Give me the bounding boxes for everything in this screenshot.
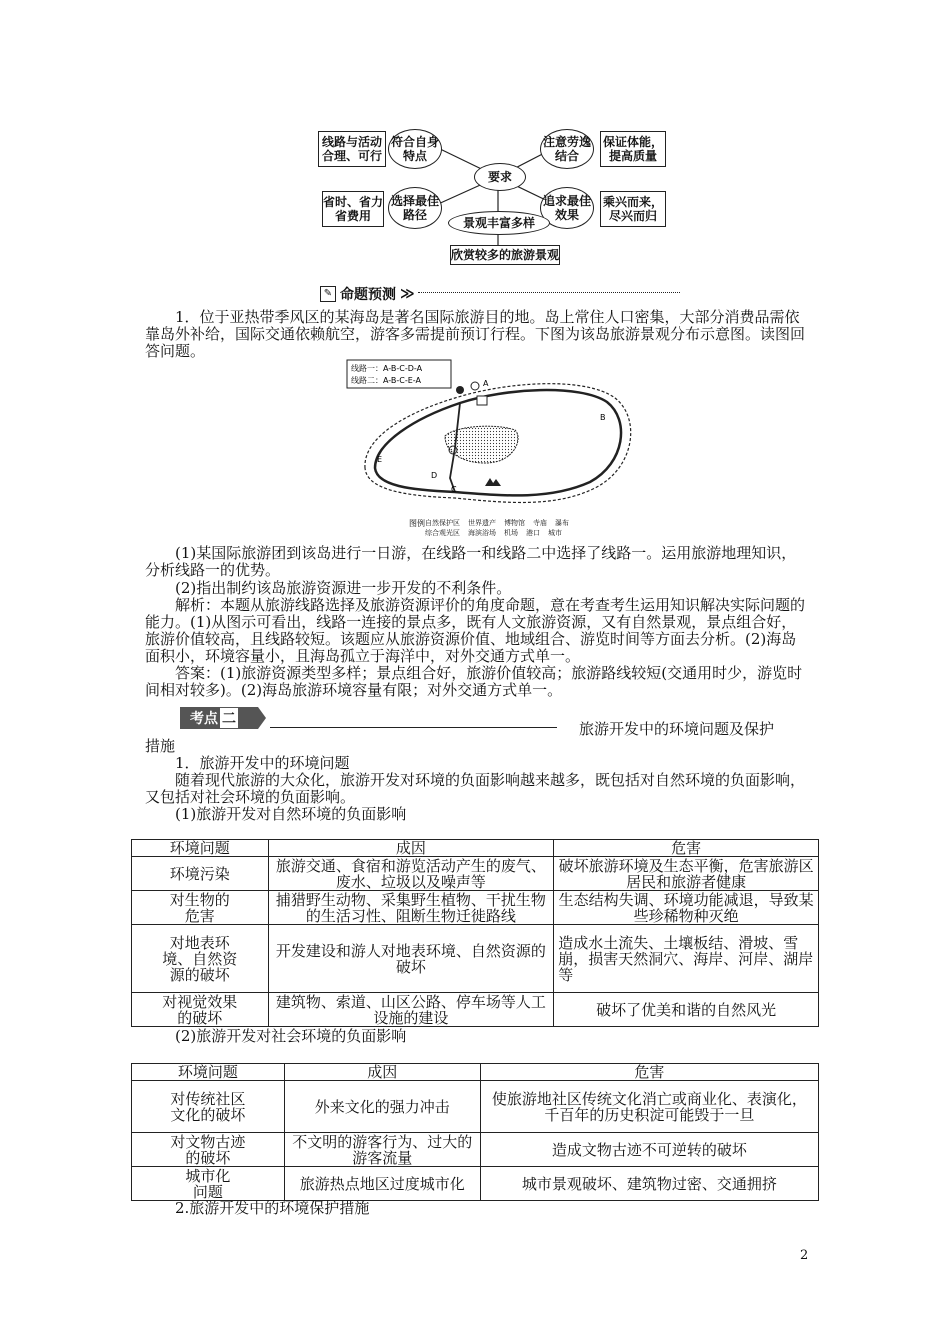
table-header: 危害	[480, 1064, 818, 1081]
route1-label: 线路一：A-B-C-D-A	[351, 364, 423, 373]
table-cell: 旅游交通、食宿和游览活动产生的废气、废水、垃圾以及噪声等	[268, 857, 554, 891]
legend-item: 海滨浴场	[468, 529, 496, 537]
island-map-svg	[345, 358, 645, 538]
kaodian-label: 考点	[190, 711, 218, 727]
legend-title: 图例	[409, 519, 425, 528]
kaodian-rule	[270, 727, 557, 728]
table-cell: 开发建设和游人对地表环境、自然资源的破坏	[268, 925, 554, 993]
social-impact-table	[131, 1063, 819, 1201]
kaodian-title: 旅游开发中的环境问题及保护	[579, 720, 775, 738]
section1-heading: 1．旅游开发中的环境问题	[175, 754, 350, 772]
right-bottom-ellipse: 追求最佳效果	[540, 187, 594, 229]
port-marker-a	[471, 382, 479, 390]
right-top-box: 保证体能，提高质量	[600, 131, 666, 167]
table-cell: 对文物古迹的破坏	[132, 1133, 285, 1167]
table-header: 成因	[284, 1064, 480, 1081]
table-cell: 旅游热点地区过度城市化	[284, 1167, 480, 1201]
table-row	[132, 857, 819, 891]
point-a: A	[483, 379, 489, 388]
table-header: 危害	[554, 840, 819, 857]
table-cell: 对视觉效果的破坏	[132, 993, 269, 1027]
legend-item: 博物馆	[504, 519, 525, 527]
legend-item: 港口	[526, 529, 540, 537]
legend-row-1	[425, 518, 645, 528]
left-top-box: 线路与活动合理、可行	[318, 131, 386, 167]
table-cell: 环境污染	[132, 857, 269, 891]
center-ellipse: 要求	[474, 163, 526, 191]
table-row	[132, 1081, 819, 1133]
legend-item: 寺庙	[533, 519, 547, 527]
table-header: 环境问题	[132, 1064, 285, 1081]
table-row	[132, 993, 819, 1027]
table-cell: 捕猎野生动物、采集野生植物、干扰生物的生活习性、阻断生物迁徙路线	[268, 891, 554, 925]
table-row	[132, 925, 819, 993]
prediction-title: 命题预测	[340, 287, 396, 303]
dotted-divider	[418, 292, 680, 293]
table-cell: 造成文物古迹不可逆转的破坏	[480, 1133, 818, 1167]
page-number: 2	[800, 1248, 809, 1263]
right-top-ellipse: 注意劳逸结合	[540, 129, 594, 169]
left-bottom-box: 省时、省力省费用	[322, 191, 384, 227]
table-cell: 造成水土流失、土壤板结、滑坡、雪崩，损害天然洞穴、海岸、河岸、湖岸等	[554, 925, 819, 993]
question-1-stem: 1．位于亚热带季风区的某海岛是著名国际旅游目的地。岛上常住人口密集，大部分消费品需依靠岛外补给，国际交通依赖航空，游客多需提前预订行程。下图为该岛旅游景观分布示意图。读图回答问题。	[145, 308, 806, 360]
question-1-sub2: (2)指出制约该岛旅游资源进一步开发的不利条件。	[175, 579, 512, 597]
left-bottom-ellipse: 选择最佳路径	[388, 187, 442, 229]
table-cell: 城市化问题	[132, 1167, 285, 1201]
legend-item: 瀑布	[555, 519, 569, 527]
section1-para: 随着现代旅游的大众化，旅游开发对环境的负面影响越来越多，既包括对自然环境的负面影响，又包括对社会环境的负面影响。	[145, 771, 806, 806]
kaodian-title-cont: 措施	[145, 737, 176, 755]
table-cell: 外来文化的强力冲击	[284, 1081, 480, 1133]
table-row	[132, 891, 819, 925]
legend-item: 世界遗产	[468, 519, 496, 527]
table-cell: 对地表环境、自然资源的破坏	[132, 925, 269, 993]
point-c: C	[451, 485, 457, 494]
table-cell: 破坏旅游环境及生态平衡，危害旅游区居民和旅游者健康	[554, 857, 819, 891]
kaodian-arrow-icon	[258, 707, 266, 729]
table-header: 成因	[268, 840, 554, 857]
point-d: D	[431, 471, 438, 480]
legend-item: 综合观光区	[425, 529, 460, 537]
natural-impact-table	[131, 839, 819, 1027]
point-b: B	[600, 413, 606, 422]
table-cell: 生态结构失调、环境功能减退，导致某些珍稀物种灭绝	[554, 891, 819, 925]
table-cell: 城市景观破坏、建筑物过密、交通拥挤	[480, 1167, 818, 1201]
legend-item: 机场	[504, 529, 518, 537]
question-1-sub1: (1)某国际旅游团到该岛进行一日游，在线路一和线路二中选择了线路一。运用旅游地理知识，分析线路一的优势。	[145, 544, 797, 579]
table-cell: 对传统社区文化的破坏	[132, 1081, 285, 1133]
section1-sub1: (1)旅游开发对自然环境的负面影响	[175, 805, 407, 823]
bottom-ellipse: 景观丰富多样	[448, 211, 550, 235]
map-legend	[425, 518, 645, 538]
kaodian-tag	[180, 707, 258, 729]
section2-heading: 2.旅游开发中的环境保护措施	[175, 1199, 370, 1217]
table-row	[132, 1133, 819, 1167]
kaodian-number: 二	[220, 708, 238, 728]
table-row	[132, 1167, 819, 1201]
bottom-box: 欣赏较多的旅游景观	[450, 245, 560, 265]
chevron-icon: ≫	[400, 286, 415, 302]
museum-marker	[477, 396, 487, 405]
question-1-answer: 答案：(1)旅游资源类型多样；景点组合好，旅游价值较高；旅游路线较短(交通用时少，游览时间相对较多)。(2)海岛旅游环境容量有限；对外交通方式单一。	[145, 664, 803, 699]
section1-sub2: (2)旅游开发对社会环境的负面影响	[175, 1027, 407, 1045]
question-1-analysis: 解析：本题从旅游线路选择及旅游资源评价的角度命题，意在考查考生运用知识解决实际问题的能力。(1)从图示可看出，线路一连接的景点多，既有人文旅游资源，又有自然景观，景点组合好，旅游价值较高，且线路较短。该题应从旅游资源价值、地域组合、游览时间等方面去分析。(2)海岛面积小，环境容量小，且海岛孤立于海洋中，对外交通方式单一。	[145, 596, 806, 665]
table-cell: 不文明的游客行为、过大的游客流量	[284, 1133, 480, 1167]
prediction-header	[320, 284, 415, 304]
airport-marker	[456, 386, 464, 394]
island-map	[345, 358, 645, 538]
legend-row-2	[425, 528, 645, 538]
table-header-row	[132, 1064, 819, 1081]
route-requirements-diagram	[318, 125, 670, 265]
table-cell: 建筑物、索道、山区公路、停车场等人工设施的建设	[268, 993, 554, 1027]
legend-item: 城市	[548, 529, 562, 537]
table-header-row	[132, 840, 819, 857]
route2-label: 线路二：A-B-C-E-A	[351, 376, 421, 385]
table-cell: 对生物的危害	[132, 891, 269, 925]
left-top-ellipse: 符合自身特点	[388, 129, 442, 169]
right-bottom-box: 乘兴而来，尽兴而归	[600, 191, 666, 227]
point-e: E	[377, 455, 383, 464]
pencil-icon: ✎	[320, 286, 336, 302]
table-cell: 破坏了优美和谐的自然风光	[554, 993, 819, 1027]
table-header: 环境问题	[132, 840, 269, 857]
table-cell: 使旅游地社区传统文化消亡或商业化、表演化，千百年的历史积淀可能毁于一旦	[480, 1081, 818, 1133]
legend-item: 自然保护区	[425, 519, 460, 527]
